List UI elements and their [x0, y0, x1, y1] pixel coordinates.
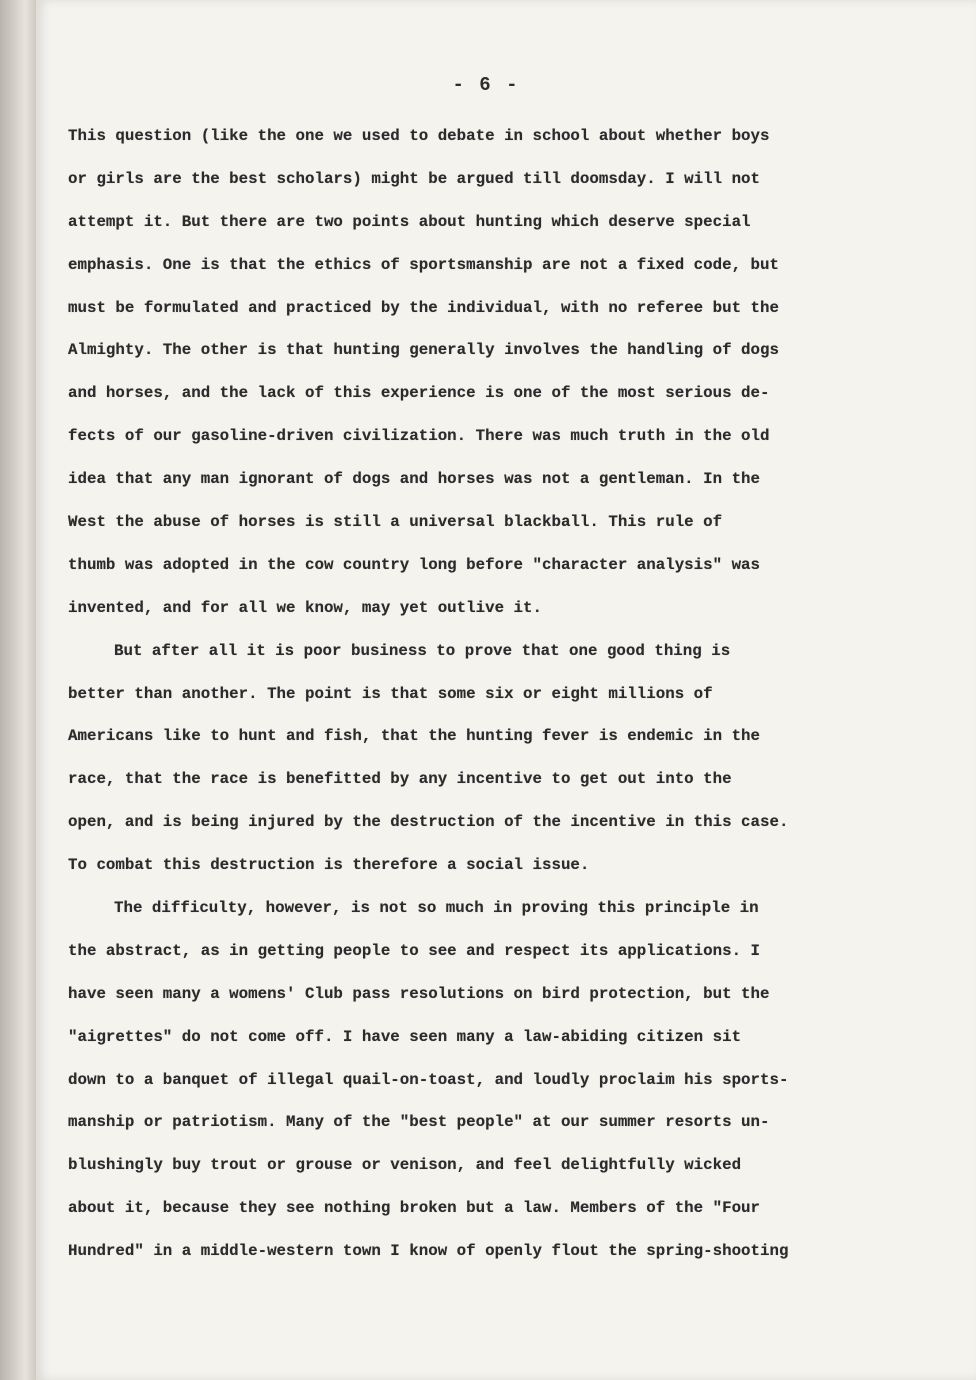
text-line: better than another. The point is that some six or eight millions of	[68, 684, 713, 703]
text-line: down to a banquet of illegal quail-on-toast, and loudly proclaim his sports-	[68, 1070, 789, 1089]
text-line: To combat this destruction is therefore a social issue.	[68, 856, 590, 875]
text-line: thumb was adopted in the cow country long before "character analysis" was	[68, 555, 761, 574]
text-line: West the abuse of horses is still a universal blackball. This rule of	[68, 513, 723, 532]
typewritten-page	[36, 0, 976, 1380]
text-line: But after all it is poor business to prove that one good thing is	[114, 641, 731, 660]
text-line: Americans like to hunt and fish, that the hunting fever is endemic in the	[68, 727, 761, 746]
text-line: emphasis. One is that the ethics of sportsmanship are not a fixed code, but	[68, 255, 779, 274]
text-line: attempt it. But there are two points about hunting which deserve special	[68, 212, 751, 231]
text-line: race, that the race is benefitted by any incentive to get out into the	[68, 770, 732, 789]
body-text	[68, 115, 918, 1273]
text-line: manship or patriotism. Many of the "best people" at our summer resorts un-	[68, 1113, 770, 1132]
text-line: have seen many a womens' Club pass resolutions on bird protection, but the	[68, 984, 770, 1003]
text-line: must be formulated and practiced by the individual, with no referee but the	[68, 298, 779, 317]
text-line: invented, and for all we know, may yet outlive it.	[68, 598, 542, 617]
text-line: blushingly buy trout or grouse or venison, and feel delightfully wicked	[68, 1156, 742, 1175]
text-line: open, and is being injured by the destruction of the incentive in this case.	[68, 813, 789, 832]
text-line: "aigrettes" do not come off. I have seen many a law-abiding citizen sit	[68, 1027, 742, 1046]
text-line: about it, because they see nothing broken but a law. Members of the "Four	[68, 1199, 761, 1218]
text-line: The difficulty, however, is not so much in proving this principle in	[114, 899, 759, 918]
text-line: the abstract, as in getting people to see and respect its applications. I	[68, 941, 761, 960]
text-line: and horses, and the lack of this experience is one of the most serious de-	[68, 384, 770, 403]
text-line: Almighty. The other is that hunting generally involves the handling of dogs	[68, 341, 779, 360]
text-line: fects of our gasoline-driven civilization. There was much truth in the old	[68, 427, 770, 446]
text-line: or girls are the best scholars) might be argued till doomsday. I will not	[68, 169, 761, 188]
binding-edge	[0, 0, 37, 1380]
text-line: This question (like the one we used to debate in school about whether boys	[68, 127, 770, 145]
text-line: idea that any man ignorant of dogs and horses was not a gentleman. In the	[68, 470, 761, 489]
text-line: Hundred" in a middle-western town I know of openly flout the spring-shooting	[68, 1242, 789, 1261]
page-number: - 6 -	[452, 74, 520, 96]
